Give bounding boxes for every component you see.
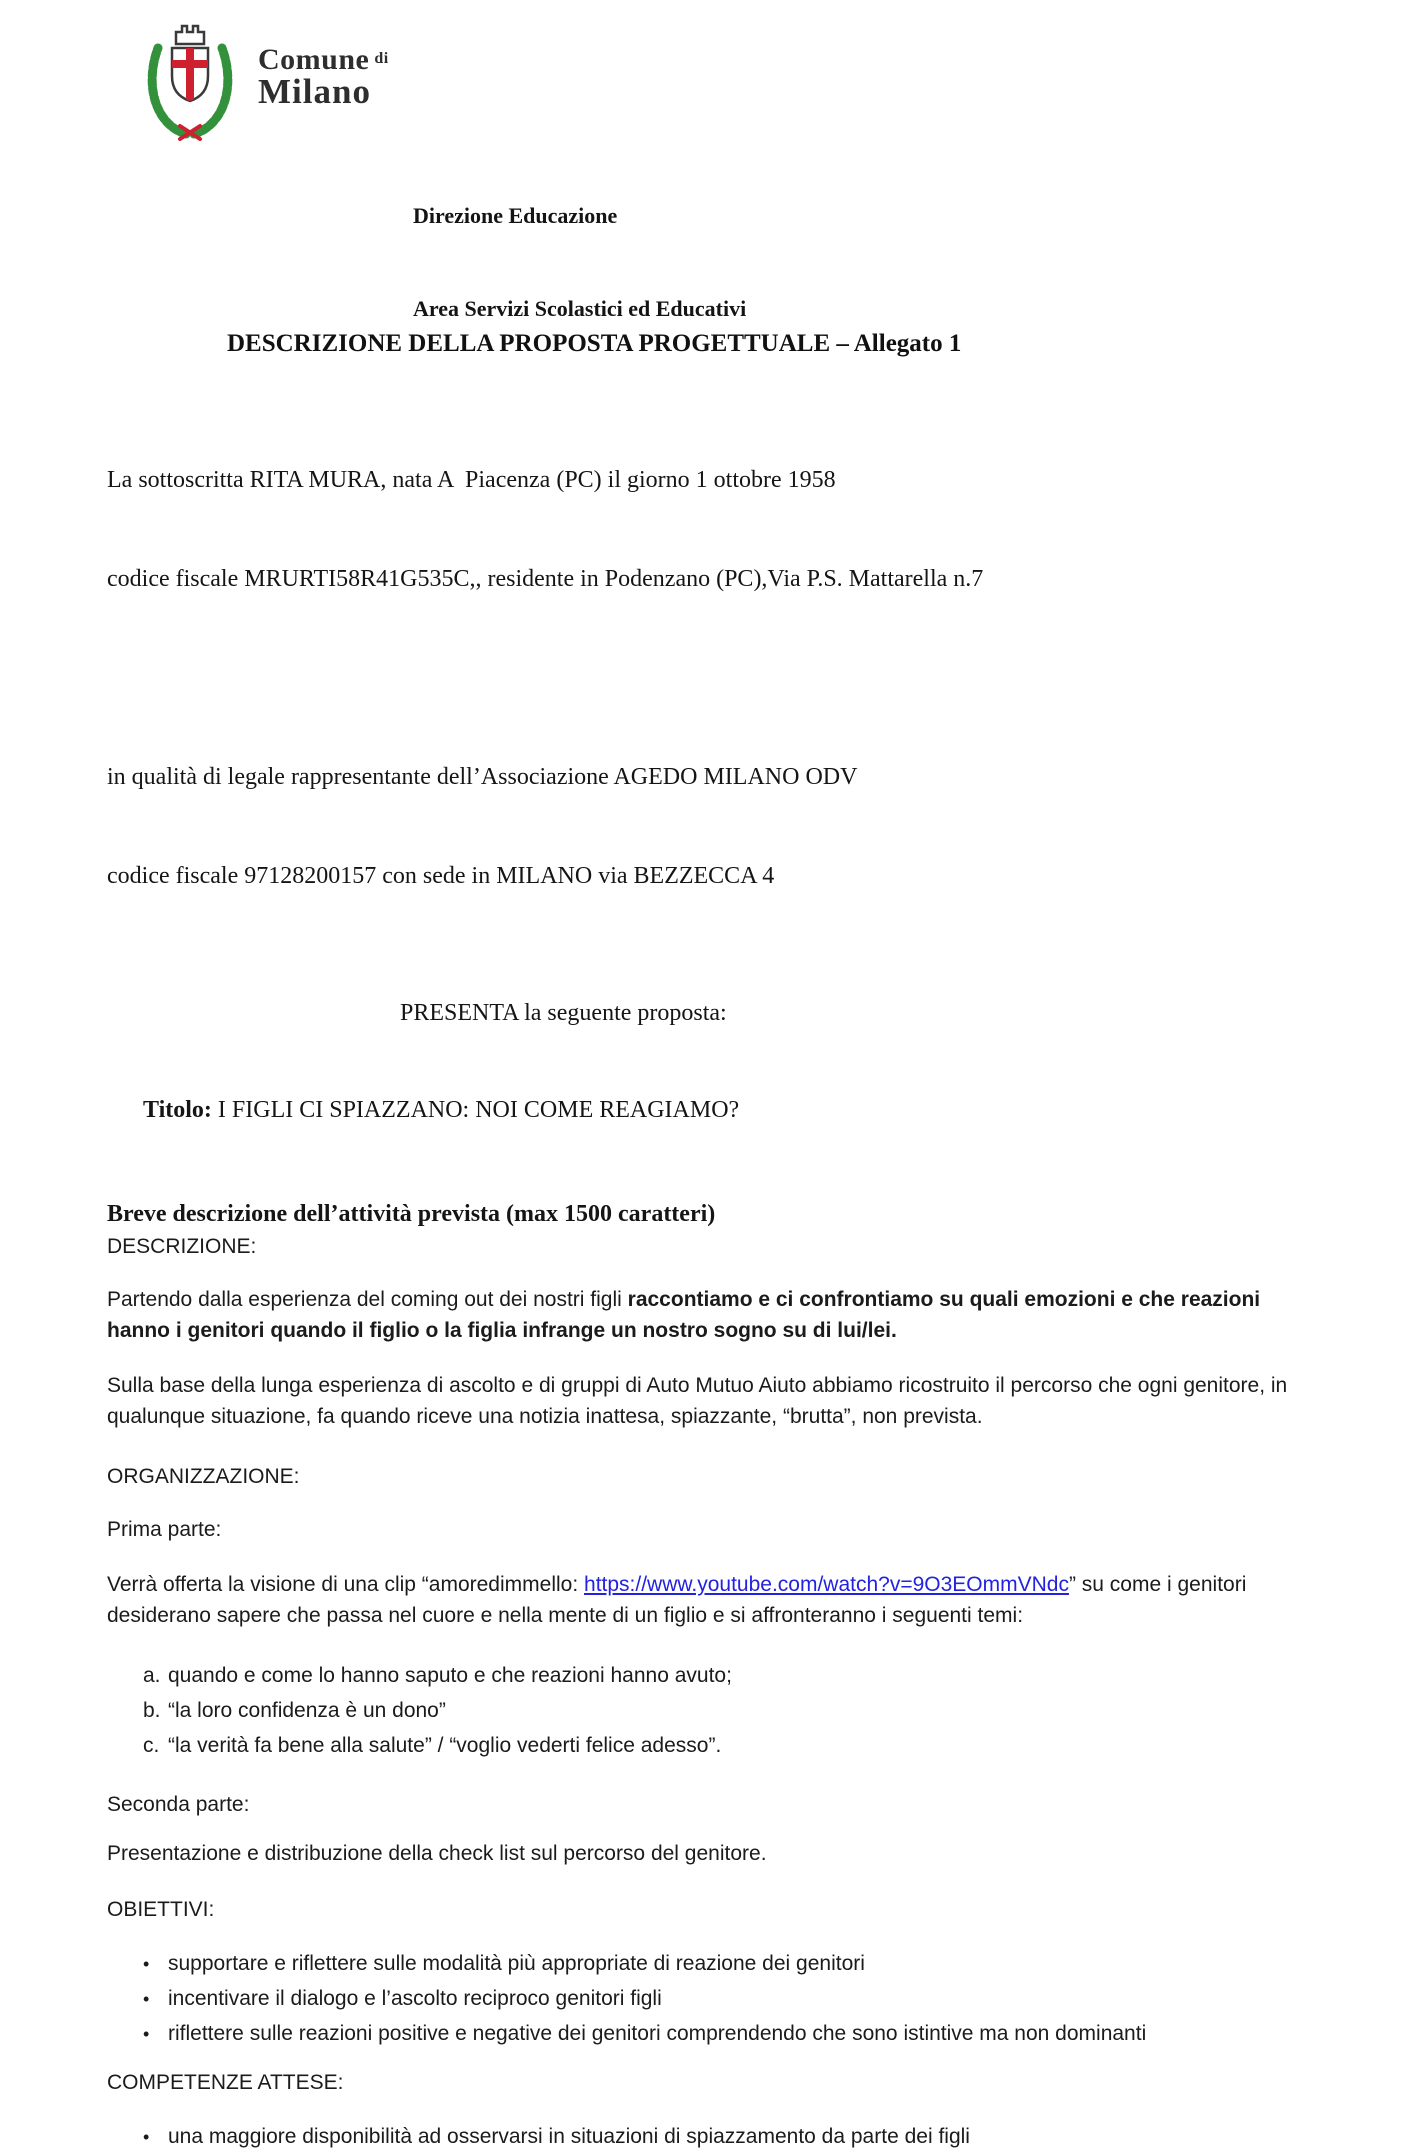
presenta-line: PRESENTA la seguente proposta: (400, 1000, 727, 1026)
list-item (107, 2121, 1307, 2152)
list-item (107, 1730, 1307, 1761)
competenze-label: COMPETENZE ATTESE: (107, 2071, 344, 2094)
verra-after-link: ” su come i genitori desiderano sapere che passa nel cuore e nella mente di un figlio e si affronteranno i seguenti temi: (107, 1573, 1247, 1627)
role-paragraph (107, 695, 1307, 959)
verra-before-link: Verrà offerta la visione di una clip “amoredimmello: (107, 1573, 585, 1596)
list-item-text: riflettere sulle reazioni positive e negative dei genitori comprendendo che sono istintive ma non dominanti (168, 2022, 1147, 2045)
titolo-label: Titolo: (143, 1097, 212, 1123)
intro-line2: codice fiscale MRURTI58R41G535C,, residente in Podenzano (PC),Via P.S. Mattarella n.7 (107, 566, 984, 592)
titolo-line (107, 1061, 1307, 1160)
partendo-normal: Partendo dalla esperienza del coming out dei nostri figli (107, 1288, 628, 1311)
intro-line1: La sottoscritta RITA MURA, nata A Piacenza (PC) il giorno 1 ottobre 1958 (107, 467, 836, 493)
list-item-text: una maggiore disponibilità ad osservarsi in situazioni di spiazzamento da parte dei figli (168, 2125, 970, 2148)
list-marker: c. (143, 1734, 160, 1757)
verra-paragraph (107, 1569, 1307, 1631)
list-item (107, 1948, 1307, 1979)
competenze-list (107, 2121, 1307, 2152)
dept-line2: Area Servizi Scolastici ed Educativi (413, 296, 747, 321)
list-marker: b. (143, 1699, 161, 1722)
prima-parte-label: Prima parte: (107, 1518, 222, 1541)
lettered-list (107, 1660, 1307, 1761)
breve-heading: Breve descrizione dell’attività prevista (max 1500 caratteri) (107, 1201, 716, 1227)
bullet-icon: • (143, 2127, 150, 2147)
obiettivi-label: OBIETTIVI: (107, 1898, 215, 1921)
role-line2: codice fiscale 97128200157 con sede in MILANO via BEZZECCA 4 (107, 863, 775, 889)
list-marker: a. (143, 1664, 161, 1687)
partendo-paragraph (107, 1284, 1307, 1346)
list-item (107, 2018, 1307, 2049)
dept-line1: Direzione Educazione (413, 203, 618, 228)
obiettivi-list (107, 1948, 1307, 2049)
presentazione-paragraph: Presentazione e distribuzione della check list sul percorso del genitore. (107, 1842, 767, 1865)
logo-wordmark (258, 44, 389, 109)
list-item-text: quando e come lo hanno saputo e che reazioni hanno avuto; (168, 1664, 732, 1687)
milano-crest-icon (138, 22, 242, 142)
list-item-text: supportare e riflettere sulle modalità più appropriate di reazione dei genitori (168, 1952, 865, 1975)
list-item (107, 1660, 1307, 1691)
partendo-bold: raccontiamo e ci confrontiamo su quali emozioni e che reazioni hanno i genitori quando il figlio o la figlia infrange un nostro sogno su di lui/lei. (107, 1288, 1261, 1342)
bullet-icon: • (143, 1954, 150, 1974)
descrizione-label: DESCRIZIONE: (107, 1235, 257, 1258)
seconda-parte-label: Seconda parte: (107, 1793, 250, 1816)
list-item (107, 1695, 1307, 1726)
list-item-text: “la loro confidenza è un dono” (168, 1699, 446, 1722)
role-line1: in qualità di legale rappresentante dell’Associazione AGEDO MILANO ODV (107, 764, 858, 790)
crown (176, 26, 204, 44)
intro-paragraph (107, 398, 1307, 662)
organizzazione-label: ORGANIZZAZIONE: (107, 1465, 300, 1488)
youtube-link[interactable]: https://www.youtube.com/watch?v=9O3EOmmVNdc (584, 1573, 1069, 1596)
sulla-base-paragraph: Sulla base della lunga esperienza di ascolto e di gruppi di Auto Mutuo Aiuto abbiamo ricostruito il percorso che ogni genitore, in qualunque situazione, fa quando riceve una notizia inattesa, spiazzante, “brutta”, non prevista. (107, 1374, 1288, 1428)
bullet-icon: • (143, 1989, 150, 2009)
list-item-text: “la verità fa bene alla salute” / “voglio vederti felice adesso”. (168, 1734, 722, 1757)
bullet-icon: • (143, 2024, 150, 2044)
wordmark-comune-di: Comune $^{di}$ (258, 43, 389, 76)
wordmark-milano: Milano (258, 72, 371, 111)
department-header (413, 138, 746, 386)
document-title: DESCRIZIONE DELLA PROPOSTA PROGETTUALE – Allegato 1 (227, 330, 962, 357)
list-item-text: incentivare il dialogo e l’ascolto reciproco genitori figli (168, 1987, 662, 2010)
list-item (107, 1983, 1307, 2014)
titolo-value: I FIGLI CI SPIAZZANO: NOI COME REAGIAMO? (211, 1097, 740, 1123)
